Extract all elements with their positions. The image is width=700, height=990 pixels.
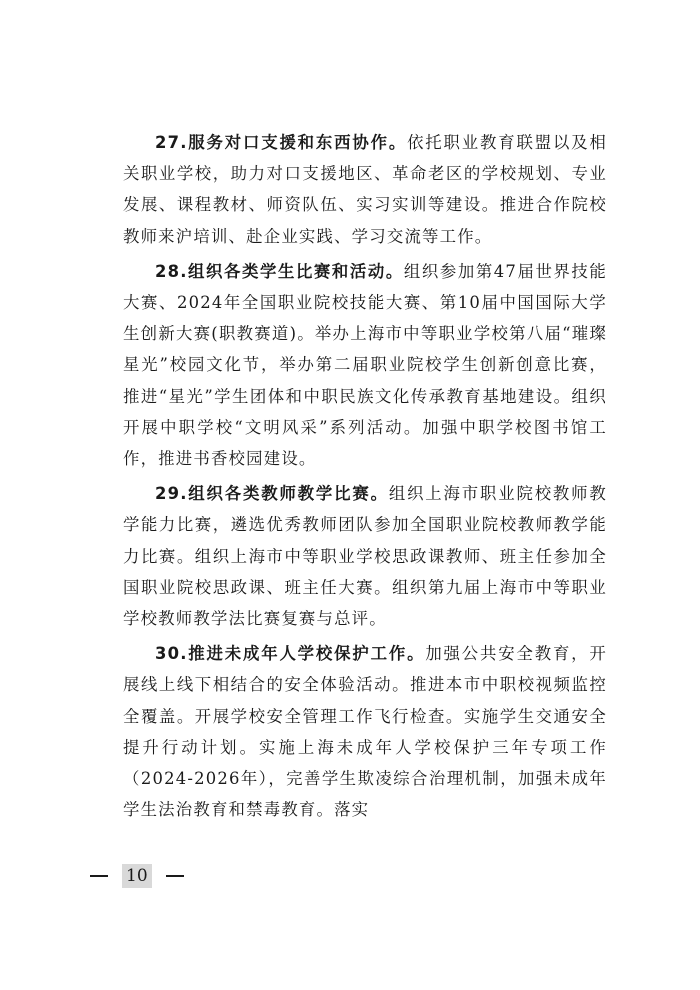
right-dash — [166, 875, 184, 877]
paragraph-heading: 27.服务对口支援和东西协作。 — [155, 133, 408, 152]
paragraph-heading: 29.组织各类教师教学比赛。 — [155, 484, 389, 504]
paragraph-text: 组织上海市职业院校教师教学能力比赛，遴选优秀教师团队参加全国职业院校教师教学能力比赛。组织上海市中等职业学校思政课教师、班主任参加全国职业院校思政课、班主任大赛。组织第九届上海市中等职业学校教师教学法比赛复赛与总评。 — [123, 484, 607, 629]
paragraph-27 — [123, 127, 607, 252]
document-body — [123, 127, 607, 829]
page-footer — [90, 864, 184, 888]
paragraph-text: 加强公共安全教育，开展线上线下相结合的安全体验活动。推进本市中职校视频监控全覆盖。开展学校安全管理工作飞行检查。实施学生交通安全提升行动计划。实施上海未成年人学校保护三年专项工作（2024-2026年），完善学生欺凌综合治理机制，加强未成年学生法治教育和禁毒教育。落实 — [123, 644, 607, 820]
paragraph-heading: 28.组织各类学生比赛和活动。 — [155, 261, 404, 281]
paragraph-28 — [123, 256, 607, 474]
page-number: 10 — [122, 864, 152, 888]
paragraph-text: 依托职业教育联盟以及相关职业学校，助力对口支援地区、革命老区的学校规划、专业发展、课程教材、师资队伍、实习实训等建设。推进合作院校教师来沪培训、赴企业实践、学习交流等工作。 — [123, 133, 607, 246]
paragraph-heading: 30.推进未成年人学校保护工作。 — [155, 644, 426, 664]
paragraph-29 — [123, 478, 607, 634]
paragraph-text: 组织参加第47届世界技能大赛、2024年全国职业院校技能大赛、第10届中国国际大学生创新大赛(职教赛道)。举办上海市中等职业学校第八届“璀璨星光”校园文化节，举办第二届职业院校学生创新创意比赛，推进“星光”学生团体和中职民族文化传承教育基地建设。组织开展中职学校“文明风采”系列活动。加强中职学校图书馆工作，推进书香校园建设。 — [123, 261, 607, 469]
left-dash — [90, 875, 108, 877]
paragraph-30 — [123, 638, 607, 825]
